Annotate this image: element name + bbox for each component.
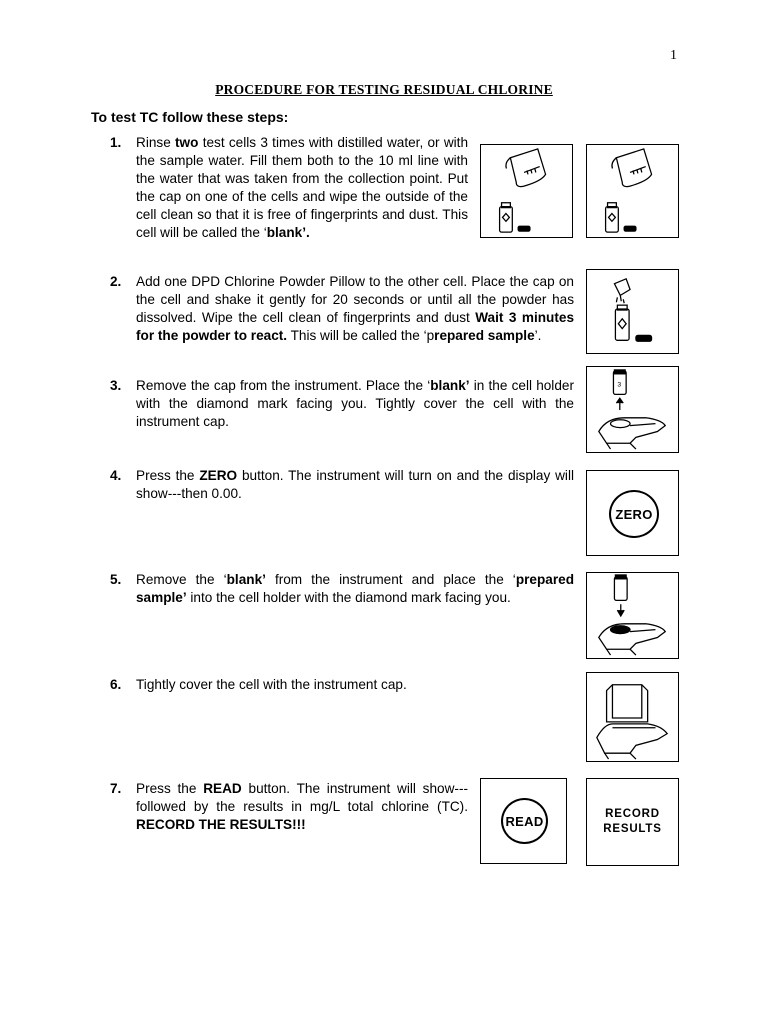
step-text: Press the ZERO button. The instrument will turn on and the display will show---then 0.00.	[136, 468, 574, 501]
step-3	[110, 377, 574, 431]
step-2	[110, 273, 574, 345]
step-number: 7.	[110, 781, 122, 796]
step-text: Press the READ button. The instrument will show---followed by the results in mg/L total chlorine (TC). RECORD THE RESULTS!!!	[136, 781, 468, 832]
step-number: 4.	[110, 468, 122, 483]
results-label: RESULTS	[603, 823, 662, 835]
step-6	[110, 676, 574, 694]
step-text: Remove the ‘blank’ from the instrument and place the ‘prepared sample’ into the cell holder with the diamond mark facing you.	[136, 572, 574, 605]
step-text: Add one DPD Chlorine Powder Pillow to the other cell. Place the cap on the cell and shake it gently for 20 seconds or until all the powder has dissolved. Wipe the cell clean of fingerprints and dust Wait 3 minutes for the powder to react. This will be called the ‘prepared sample’.	[136, 274, 575, 343]
svg-text:3: 3	[617, 381, 622, 389]
powder-pillow-icon	[586, 269, 679, 354]
record-results-icon	[586, 778, 679, 866]
step-number: 5.	[110, 572, 122, 587]
page-title: PROCEDURE FOR TESTING RESIDUAL CHLORINE	[215, 82, 553, 97]
instrument-cap-icon	[586, 672, 679, 762]
read-button-icon	[480, 778, 567, 864]
beaker-and-cell-icon	[586, 144, 679, 238]
beaker-and-cell-icon	[480, 144, 573, 238]
step-number: 6.	[110, 677, 122, 692]
step-1	[110, 134, 468, 242]
insert-cell-icon	[586, 366, 679, 453]
intro-heading: To test TC follow these steps:	[91, 109, 289, 125]
zero-button-label: ZERO	[609, 490, 659, 538]
step-number: 3.	[110, 378, 122, 393]
step-7	[110, 780, 468, 834]
page-number: 1	[670, 48, 677, 63]
step-number: 2.	[110, 274, 122, 289]
read-button-label: READ	[501, 798, 548, 844]
step-number: 1.	[110, 135, 122, 150]
step-4	[110, 467, 574, 503]
step-text: Remove the cap from the instrument. Place the ‘blank’ in the cell holder with the diamond mark facing you. Tightly cover the cell with the instrument cap.	[136, 378, 574, 429]
step-5	[110, 571, 574, 607]
zero-button-icon	[586, 470, 679, 556]
step-text: Rinse two test cells 3 times with distilled water, or with the sample water. Fill them both to the 10 ml line with the water that was taken from the collection point. Put the cap on one of the cells and wipe the outside of the cell clean so that it is free of fingerprints and dust. This cell will be called the ‘blank’.	[136, 135, 469, 240]
insert-sample-icon	[586, 572, 679, 659]
record-label: RECORD	[605, 808, 660, 820]
step-text: Tightly cover the cell with the instrument cap.	[136, 677, 407, 692]
